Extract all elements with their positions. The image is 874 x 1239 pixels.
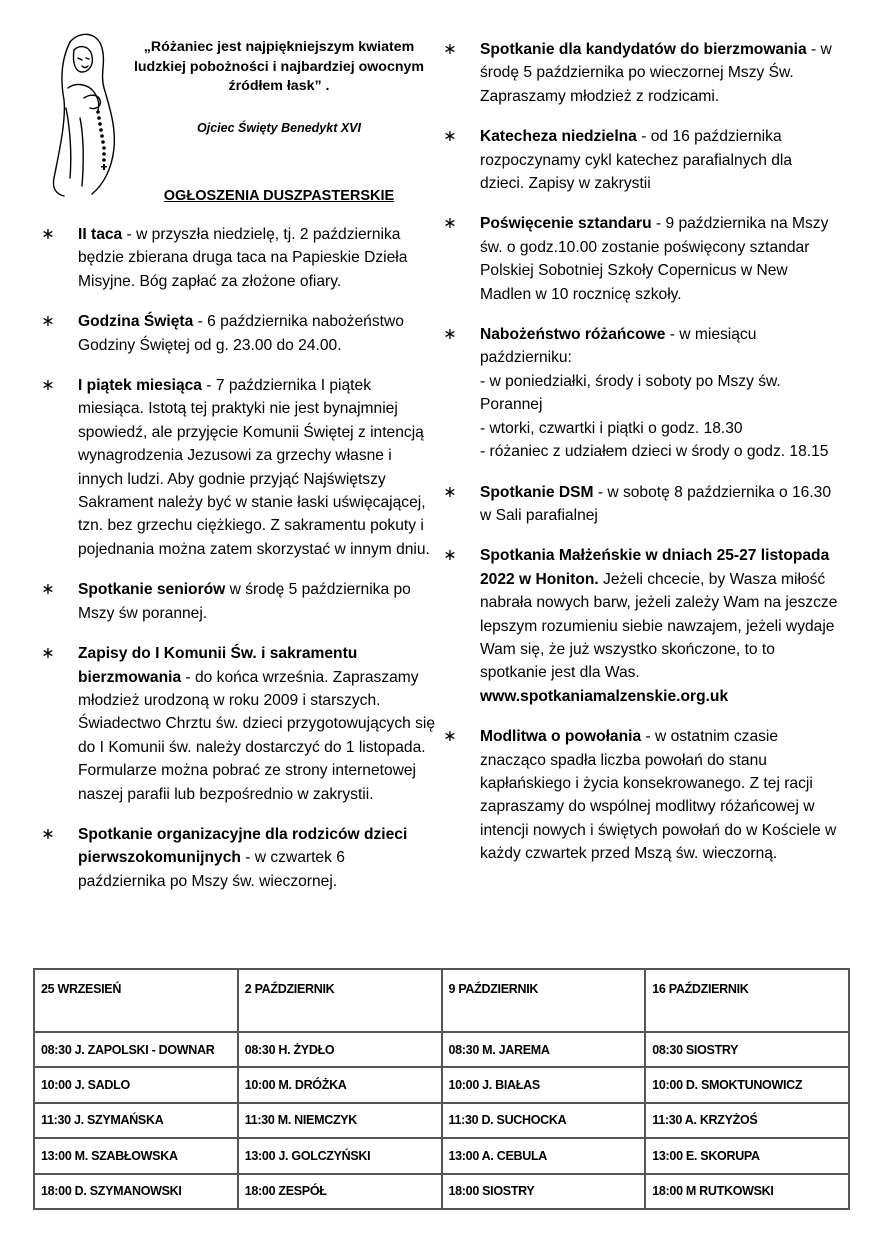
announcement-item xyxy=(38,578,436,625)
schedule-cell: 13:00 M. SZABŁOWSKA xyxy=(34,1138,238,1173)
announcement-text: - 9 października na Mszy św. o godz.10.00 zostanie poświęcony sztandar Polskiej Sobotniej Szkoły Copernicus w New Madlen w 10 rocznicę szkoły. xyxy=(480,215,829,303)
announcement-title: Poświęcenie sztandaru xyxy=(480,215,652,233)
announcement-item xyxy=(440,38,840,108)
announcement-title: Katecheza niedzielna xyxy=(480,128,637,146)
schedule-date-header: 2 PAŹDZIERNIK xyxy=(238,969,442,1032)
schedule-cell: 13:00 A. CEBULA xyxy=(442,1138,646,1173)
announcement-title: Spotkanie seniorów xyxy=(78,581,226,599)
announcement-item xyxy=(38,823,436,893)
announcement-item xyxy=(38,310,436,357)
announcement-text: - w środę 5 października po wieczornej Mszy Św. Zapraszamy młodzież z rodzicami. xyxy=(480,41,832,105)
announcement-item xyxy=(38,374,436,561)
announcement-text: w środę 5 października po Mszy św porannej. xyxy=(78,581,411,622)
quote-author: Ojciec Święty Benedykt XVI xyxy=(197,121,361,135)
schedule-cell: 18:00 M RUTKOWSKI xyxy=(645,1174,849,1209)
schedule-row xyxy=(34,1103,849,1138)
left-column xyxy=(38,223,436,910)
announcement-title: Spotkania Małżeńskie w dniach 25-27 listopada 2022 w Honiton. xyxy=(480,547,830,588)
bullet-icon: ∗ xyxy=(41,581,55,599)
announcement-item xyxy=(38,642,436,806)
schedule-row xyxy=(34,1032,849,1067)
mass-schedule-table xyxy=(33,968,850,1210)
schedule-header-row xyxy=(34,969,849,1032)
schedule-date-header: 25 WRZESIEŃ xyxy=(34,969,238,1032)
schedule-date-header: 9 PAŹDZIERNIK xyxy=(442,969,646,1032)
rosary-line: - w poniedziałki, środy i soboty po Mszy św. Porannej xyxy=(480,372,781,414)
announcement-item xyxy=(440,544,840,708)
bullet-icon: ∗ xyxy=(41,825,55,843)
bullet-icon: ∗ xyxy=(443,41,457,58)
schedule-cell: 18:00 D. SZYMANOWSKI xyxy=(34,1174,238,1209)
schedule-cell: 10:00 D. SMOKTUNOWICZ xyxy=(645,1067,849,1102)
schedule-cell: 11:30 D. SUCHOCKA xyxy=(442,1103,646,1138)
madonna-rosary-illustration xyxy=(40,28,130,198)
announcement-title: II taca xyxy=(78,226,123,243)
announcement-item xyxy=(440,481,840,528)
announcement-text: - w czwartek 6 października po Mszy św. wieczornej. xyxy=(78,849,345,890)
bullet-icon: ∗ xyxy=(41,313,55,331)
schedule-cell: 08:30 M. JAREMA xyxy=(442,1032,646,1067)
announcement-text: - w sobotę 8 października o 16.30 w Sali parafialnej xyxy=(480,483,832,524)
schedule-row xyxy=(34,1138,849,1173)
schedule-cell: 11:30 J. SZYMAŃSKA xyxy=(34,1103,238,1138)
bullet-icon: ∗ xyxy=(443,483,457,501)
bullet-icon: ∗ xyxy=(443,128,457,146)
announcement-title: Zapisy do I Komunii Św. i sakramentu bierzmowania xyxy=(78,645,358,686)
announcement-title: Spotkanie DSM xyxy=(480,483,594,501)
announcement-title: Spotkanie dla kandydatów do bierzmowania xyxy=(480,41,807,58)
announcement-text: - w ostatnim czasie znacząco spadła liczba powołań do stanu kapłańskiego i życia konsekrowanego. Z tej racji zapraszamy do wspólnej modlitwy różańcowej w intencji nowych i świętych powołań do w Kościele w każdy czwartek przed Mszą św. wieczorną. xyxy=(480,728,837,863)
announcement-text: - w przyszła niedzielę, tj. 2 października będzie zbierana druga taca na Papieskie Dzieła Misyjne. Bóg zapłać za złożone ofiary. xyxy=(78,226,408,290)
rosary-line: - różaniec z udziałem dzieci w środy o godz. 18.15 xyxy=(480,443,829,461)
website-link[interactable]: www.spotkaniamalzenskie.org.uk xyxy=(480,687,729,705)
schedule-cell: 10:00 J. BIAŁAS xyxy=(442,1067,646,1102)
rosary-announcement xyxy=(440,323,840,463)
announcement-item xyxy=(440,125,840,195)
schedule-cell: 18:00 SIOSTRY xyxy=(442,1174,646,1209)
bullet-icon: ∗ xyxy=(443,547,457,565)
schedule-cell: 08:30 H. ŻYDŁO xyxy=(238,1032,442,1067)
schedule-cell: 10:00 M. DRÓŻKA xyxy=(238,1067,442,1102)
announcement-item xyxy=(38,223,436,293)
bullet-icon: ∗ xyxy=(41,226,55,243)
bullet-icon: ∗ xyxy=(443,326,457,344)
announcement-title: Spotkanie organizacyjne dla rodziców dzieci pierwszokomunijnych xyxy=(78,825,408,867)
rosary-line: - wtorki, czwartki i piątki o godz. 18.30 xyxy=(480,419,743,437)
announcement-text: - w miesiącu październiku: xyxy=(480,326,757,367)
schedule-cell: 11:30 A. KRZYŻOŚ xyxy=(645,1103,849,1138)
announcement-text: - do końca września. Zapraszamy młodzież urodzoną w roku 2009 i starszych. Świadectwo Chrztu św. dzieci przygotowujących się do I Komunii św. należy dostarczyć do 1 listopada. Formularze można pobrać ze strony internetowej naszej parafii lub bezpośrednio w zakrystii. xyxy=(78,668,436,803)
announcement-title: I piątek miesiąca xyxy=(78,377,202,395)
schedule-row xyxy=(34,1174,849,1209)
announcements-heading: OGŁOSZENIA DUSZPASTERSKIE xyxy=(163,188,395,204)
announcement-title: Nabożeństwo różańcowe xyxy=(480,326,666,344)
right-column xyxy=(440,38,840,883)
schedule-cell: 13:00 E. SKORUPA xyxy=(645,1138,849,1173)
schedule-cell: 13:00 J. GOLCZYŃSKI xyxy=(238,1138,442,1173)
schedule-cell: 11:30 M. NIEMCZYK xyxy=(238,1103,442,1138)
announcement-item xyxy=(440,725,840,865)
announcement-text: Jeżeli chcecie, by Wasza miłość nabrała nowych barw, jeżeli zależy Wam na jeszcze lepszym rozumieniu siebie nawzajem, jeżeli wydaje Wam się, że już wszystko skończone, to to spotkanie jest dla Was. xyxy=(480,570,838,682)
announcement-title: Modlitwa o powołania xyxy=(480,728,642,746)
schedule-date-header: 16 PAŹDZIERNIK xyxy=(645,969,849,1032)
announcement-text: - od 16 października rozpoczynamy cykl katechez parafialnych dla dzieci. Zapisy w zakrystii xyxy=(480,128,793,193)
schedule-cell: 08:30 J. ZAPOLSKI - DOWNAR xyxy=(34,1032,238,1067)
schedule-cell: 10:00 J. SADLO xyxy=(34,1067,238,1102)
announcement-text: - 6 października nabożeństwo Godziny Świętej od g. 23.00 do 24.00. xyxy=(78,313,404,354)
bullet-icon: ∗ xyxy=(443,215,457,233)
announcement-title: Godzina Święta xyxy=(78,313,194,331)
quote-text: „Różaniec jest najpiękniejszym kwiatem ludzkiej pobożności i najbardziej owocnym źródłem łask” . xyxy=(133,39,425,94)
bullet-icon: ∗ xyxy=(41,377,55,395)
announcement-item xyxy=(440,212,840,306)
schedule-cell: 08:30 SIOSTRY xyxy=(645,1032,849,1067)
announcement-text: - 7 października I piątek miesiąca. Istotą tej praktyki nie jest bynajmniej spowiedź, ale przyjęcie Komunii Świętej z intencją wynagrodzenia Jezusowi za grzechy własne i innych ludzi. Aby godnie przyjąć Najświętszy Sakrament należy być w stanie łaski uświęcającej, tzn. bez grzechu ciężkiego. Z sakramentu pokuty i pojednania można zatem skorzystać w innym dniu. xyxy=(78,377,430,558)
schedule-row xyxy=(34,1067,849,1102)
bullet-icon: ∗ xyxy=(443,728,457,746)
bullet-icon: ∗ xyxy=(41,645,55,663)
schedule-cell: 18:00 ZESPÓŁ xyxy=(238,1174,442,1209)
